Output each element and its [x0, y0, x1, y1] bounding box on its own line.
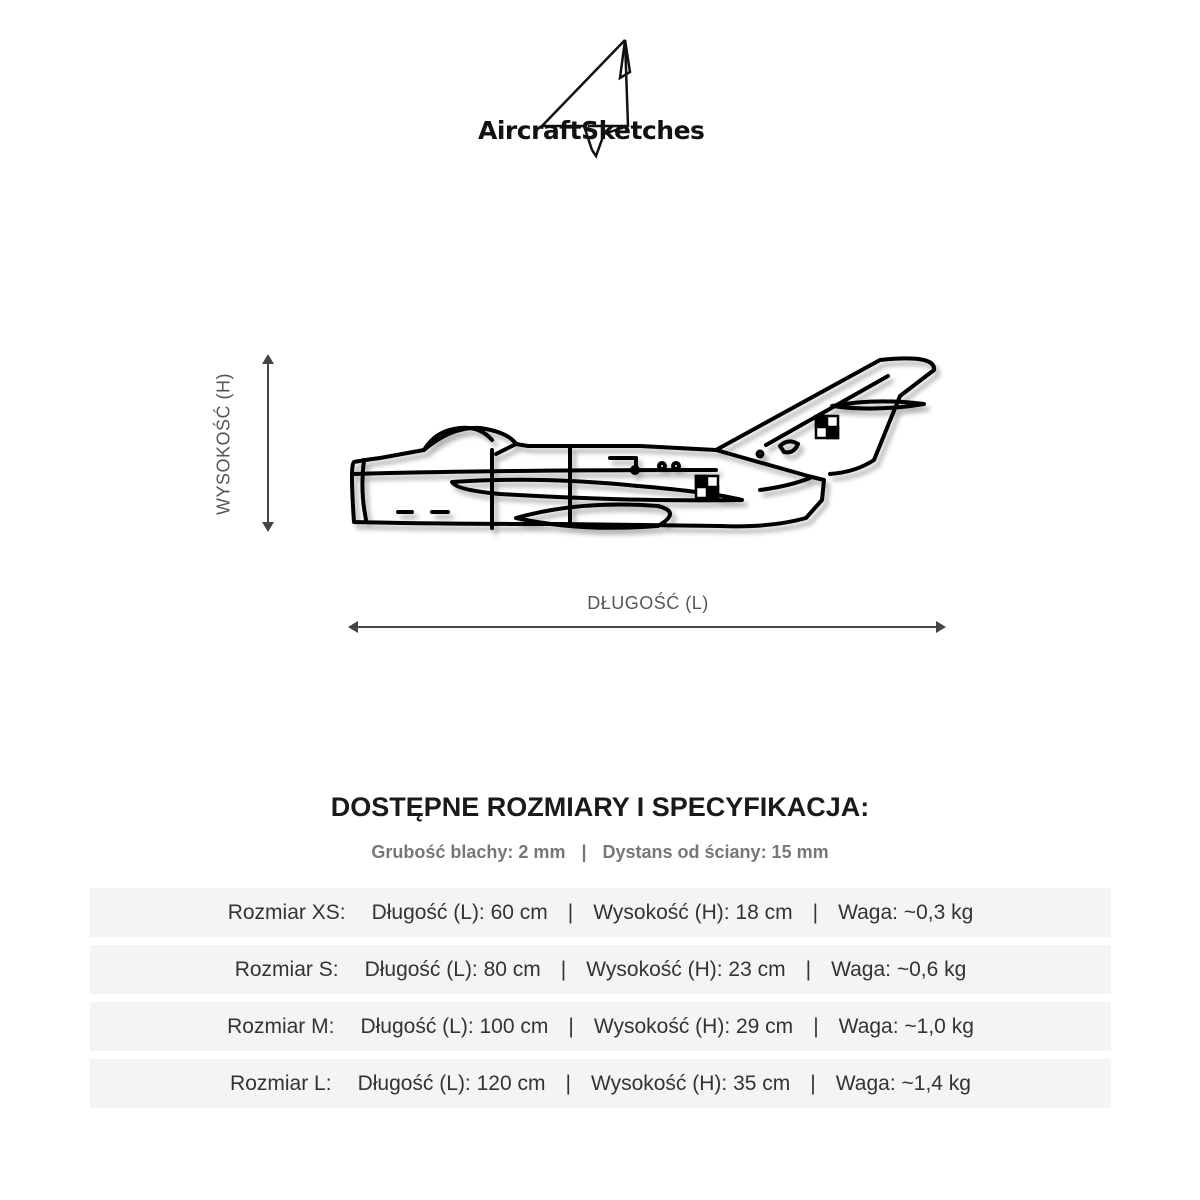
size-weight: Waga: ~1,4 kg — [835, 1071, 971, 1095]
size-length: Długość (L): 80 cm — [364, 957, 541, 981]
separator: | — [805, 957, 812, 981]
size-name: Rozmiar M: — [227, 1014, 335, 1038]
separator: | — [568, 1014, 574, 1038]
brand-logo — [470, 38, 730, 162]
size-row-xs — [90, 888, 1111, 937]
size-weight: Waga: ~0,6 kg — [831, 957, 967, 981]
size-weight: Waga: ~1,0 kg — [838, 1014, 974, 1038]
size-length: Długość (L): 120 cm — [357, 1071, 546, 1095]
size-height: Wysokość (H): 23 cm — [586, 957, 786, 981]
aircraft-silhouette — [340, 350, 960, 560]
size-length: Długość (L): 60 cm — [371, 900, 548, 924]
separator: | — [565, 1071, 571, 1095]
spec-subtitle — [0, 842, 1200, 863]
wall-distance: Dystans od ściany: 15 mm — [602, 842, 829, 862]
length-dimension-arrow — [346, 617, 948, 637]
size-row-l — [90, 1059, 1111, 1108]
size-row-s — [90, 945, 1111, 994]
separator: | — [560, 957, 567, 981]
height-dimension-arrow — [258, 352, 278, 534]
size-table — [90, 888, 1111, 1116]
separator: | — [581, 842, 587, 862]
size-height: Wysokość (H): 29 cm — [593, 1014, 794, 1038]
height-dimension-label: WYSOKOŚĆ (H) — [213, 372, 234, 516]
separator: | — [810, 1071, 816, 1095]
separator: | — [813, 1014, 819, 1038]
size-length: Długość (L): 100 cm — [360, 1014, 549, 1038]
brand-name: AircraftSketches — [478, 116, 705, 145]
separator: | — [567, 900, 574, 924]
sheet-thickness: Grubość blachy: 2 mm — [371, 842, 566, 862]
length-dimension-label: DŁUGOŚĆ (L) — [587, 593, 709, 613]
size-height: Wysokość (H): 18 cm — [593, 900, 793, 924]
separator: | — [812, 900, 819, 924]
spec-title: DOSTĘPNE ROZMIARY I SPECYFIKACJA: — [330, 792, 870, 822]
size-name: Rozmiar L: — [230, 1071, 332, 1095]
size-row-m — [90, 1002, 1111, 1051]
size-name: Rozmiar S: — [234, 957, 339, 981]
size-weight: Waga: ~0,3 kg — [838, 900, 974, 924]
size-name: Rozmiar XS: — [227, 900, 346, 924]
size-height: Wysokość (H): 35 cm — [590, 1071, 791, 1095]
